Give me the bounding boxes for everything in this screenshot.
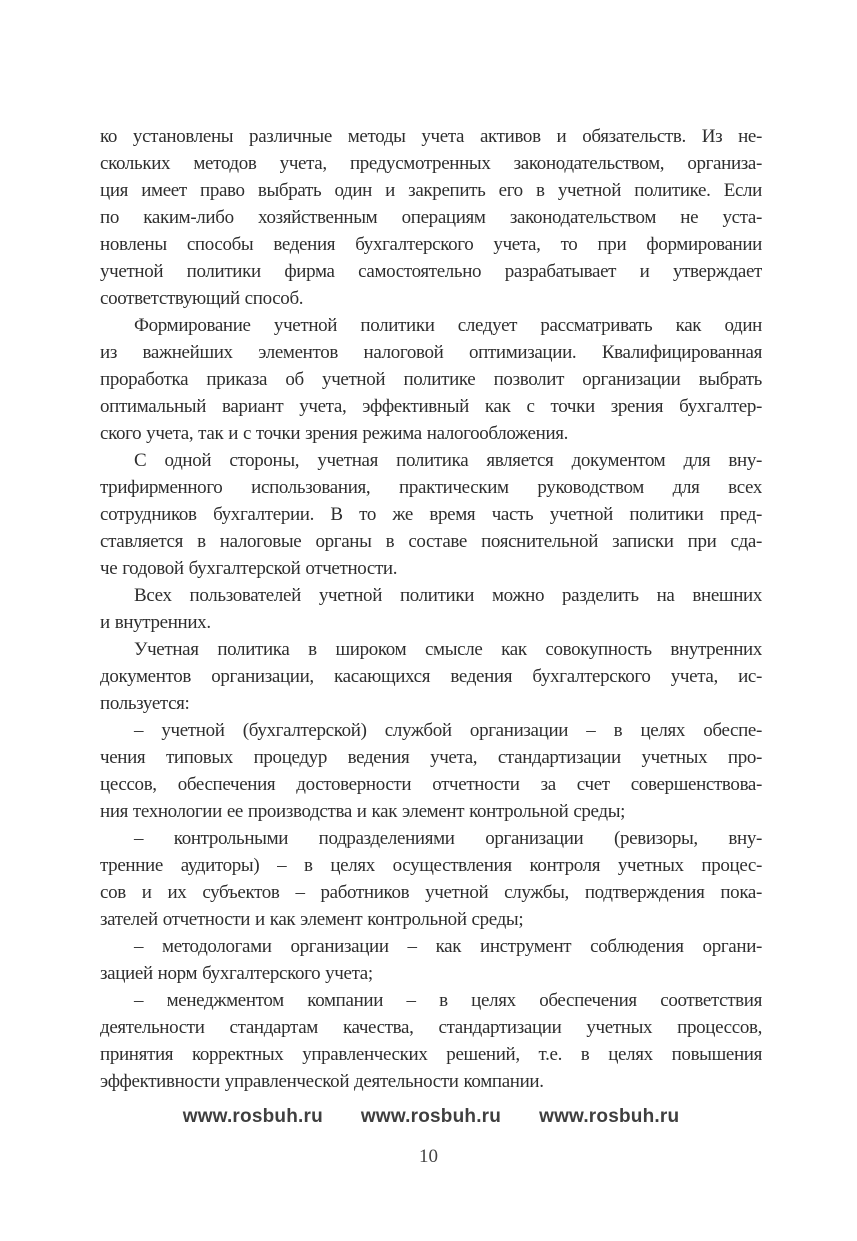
text-line: че годовой бухгалтерской отчетности.	[100, 558, 398, 579]
footer-link: www.rosbuh.ru	[360, 1106, 502, 1127]
body-text	[100, 123, 762, 1095]
text-line: документов организации, касающихся ведения бухгалтерского учета, ис-	[100, 666, 762, 687]
text-line: ция имеет право выбрать один и закрепить его в учетной политике. Если	[100, 180, 762, 201]
text-line: эффективности управленческой деятельности компании.	[100, 1071, 544, 1092]
paragraph	[100, 123, 762, 312]
text-line: сов и их субъектов – работников учетной службы, подтверждения пока-	[100, 882, 762, 903]
text-line: принятия корректных управленческих решений, т.е. в целях повышения	[100, 1044, 762, 1065]
paragraph	[100, 717, 762, 825]
paragraph	[100, 933, 762, 987]
text-line: оптимальный вариант учета, эффективный как с точки зрения бухгалтер-	[100, 396, 762, 417]
text-line: по каким-либо хозяйственным операциям законодательством не уста-	[100, 207, 762, 228]
text-line: трифирменного использования, практическим руководством для всех	[100, 477, 762, 498]
text-line: цессов, обеспечения достоверности отчетности за счет совершенствова-	[100, 774, 762, 795]
text-line: С одной стороны, учетная политика является документом для вну-	[134, 450, 762, 471]
text-line: – менеджментом компании – в целях обеспечения соответствия	[134, 990, 762, 1011]
text-line: соответствующий способ.	[100, 288, 304, 309]
text-line: и внутренних.	[100, 612, 211, 633]
paragraph	[100, 312, 762, 447]
footer-link: www.rosbuh.ru	[539, 1106, 680, 1127]
paragraph	[100, 825, 762, 933]
page-number: 10	[419, 1146, 438, 1167]
text-line: чения типовых процедур ведения учета, стандартизации учетных про-	[100, 747, 762, 768]
text-line: ского учета, так и с точки зрения режима налогообложения.	[100, 423, 569, 444]
text-line: зателей отчетности и как элемент контрольной среды;	[100, 909, 524, 930]
text-line: деятельности стандартам качества, стандартизации учетных процессов,	[100, 1017, 762, 1038]
text-line: ко установлены различные методы учета активов и обязательств. Из не-	[100, 126, 762, 147]
text-line: – учетной (бухгалтерской) службой организации – в целях обеспе-	[134, 720, 762, 741]
paragraph	[100, 582, 762, 636]
paragraph	[100, 987, 762, 1095]
paragraph	[100, 447, 762, 582]
text-line: Всех пользователей учетной политики можно разделить на внешних	[134, 585, 762, 606]
text-line: скольких методов учета, предусмотренных законодательством, организа-	[100, 153, 762, 174]
text-line: зацией норм бухгалтерского учета;	[100, 963, 373, 984]
text-line: Формирование учетной политики следует рассматривать как один	[134, 315, 762, 336]
paragraph	[100, 636, 762, 717]
text-line: – контрольными подразделениями организации (ревизоры, вну-	[134, 828, 762, 849]
footer-link: www.rosbuh.ru	[182, 1106, 323, 1127]
text-line: проработка приказа об учетной политике позволит организации выбрать	[100, 369, 762, 390]
text-line: Учетная политика в широком смысле как совокупность внутренних	[134, 639, 762, 660]
text-line: сотрудников бухгалтерии. В то же время часть учетной политики пред-	[100, 504, 762, 525]
text-line: учетной политики фирма самостоятельно разрабатывает и утверждает	[100, 261, 762, 282]
text-line: пользуется:	[100, 693, 190, 714]
text-line: ния технологии ее производства и как элемент контрольной среды;	[100, 801, 626, 822]
footer	[100, 1106, 762, 1128]
text-line: тренние аудиторы) – в целях осуществления контроля учетных процес-	[100, 855, 762, 876]
text-line: – методологами организации – как инструмент соблюдения органи-	[134, 936, 762, 957]
text-line: из важнейших элементов налоговой оптимизации. Квалифицированная	[100, 342, 762, 363]
text-line: новлены способы ведения бухгалтерского учета, то при формировании	[100, 234, 762, 255]
text-line: ставляется в налоговые органы в составе пояснительной записки при сда-	[100, 531, 762, 552]
